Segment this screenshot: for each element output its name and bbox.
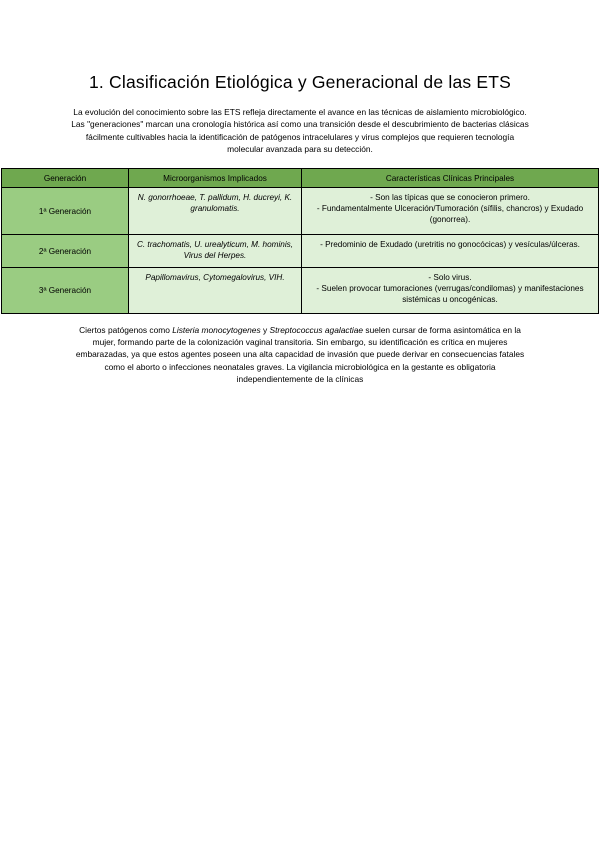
closing-text: y [260,325,270,335]
table-row [2,188,599,235]
characteristics-cell [302,188,599,235]
pathogen-name: Listeria monocytogenes [172,325,261,335]
header-microorganisms: Microorganismos Implicados [129,169,302,188]
table-row [2,235,599,268]
generation-cell: 2ª Generación [2,235,129,268]
microorganisms-cell: N. gonorrhoeae, T. pallidum, H. ducreyi, K. granulomatis. [129,188,302,235]
ets-classification-table [1,168,599,314]
characteristic-line: - Predominio de Exudado (uretritis no gonocócicas) y vesículas/úlceras. [320,240,580,249]
closing-text: Ciertos patógenos como [79,325,173,335]
characteristic-line: - Son las típicas que se conocieron primero. [370,193,530,202]
characteristics-cell [302,235,599,268]
generation-cell: 3ª Generación [2,268,129,314]
intro-paragraph: La evolución del conocimiento sobre las ETS refleja directamente el avance en las técnicas de aislamiento microbiológico. Las "generaciones" marcan una cronología histórica así como una transición desde el descubrimiento de bacterias clásicas fácilmente cultivables hacia la identificación de patógenos intracelulares y virus complejos que requieren tecnología molecular avanzada para su detección. [71,107,529,155]
characteristic-line: - Suelen provocar tumoraciones (verrugas/condilomas) y manifestaciones sistémicas u oncogénicas. [316,284,584,304]
table-header-row [2,169,599,188]
closing-text: suelen cursar de forma asintomática en la mujer, formando parte de la colonización vaginal transitoria. Sin embargo, su identificación es crítica en mujeres embarazadas, ya que estos agentes poseen una alta capacidad de invasión que puede derivar en consecuencias fatales como el aborto o infecciones neonatales graves. La vigilancia microbiológica en la gestante es obligatoria independientemente de la clínicas [75,325,525,384]
characteristics-cell [302,268,599,314]
characteristic-line: - Fundamentalmente Ulceración/Tumoración (sífilis, chancros) y Exudado (gonorrea). [316,204,584,224]
header-characteristics: Características Clínicas Principales [302,169,599,188]
characteristic-line: - Solo virus. [428,273,472,282]
header-generation: Generación [2,169,129,188]
microorganisms-cell: C. trachomatis, U. urealyticum, M. hominis, Virus del Herpes. [129,235,302,268]
page-title: 1. Clasificación Etiológica y Generacional de las ETS [88,72,512,92]
pathogen-name: Streptococcus agalactiae [269,325,364,335]
microorganisms-cell: Papillomavirus, Cytomegalovirus, VIH. [129,268,302,314]
closing-paragraph [68,324,532,385]
generation-cell: 1ª Generación [2,188,129,235]
table-row [2,268,599,314]
